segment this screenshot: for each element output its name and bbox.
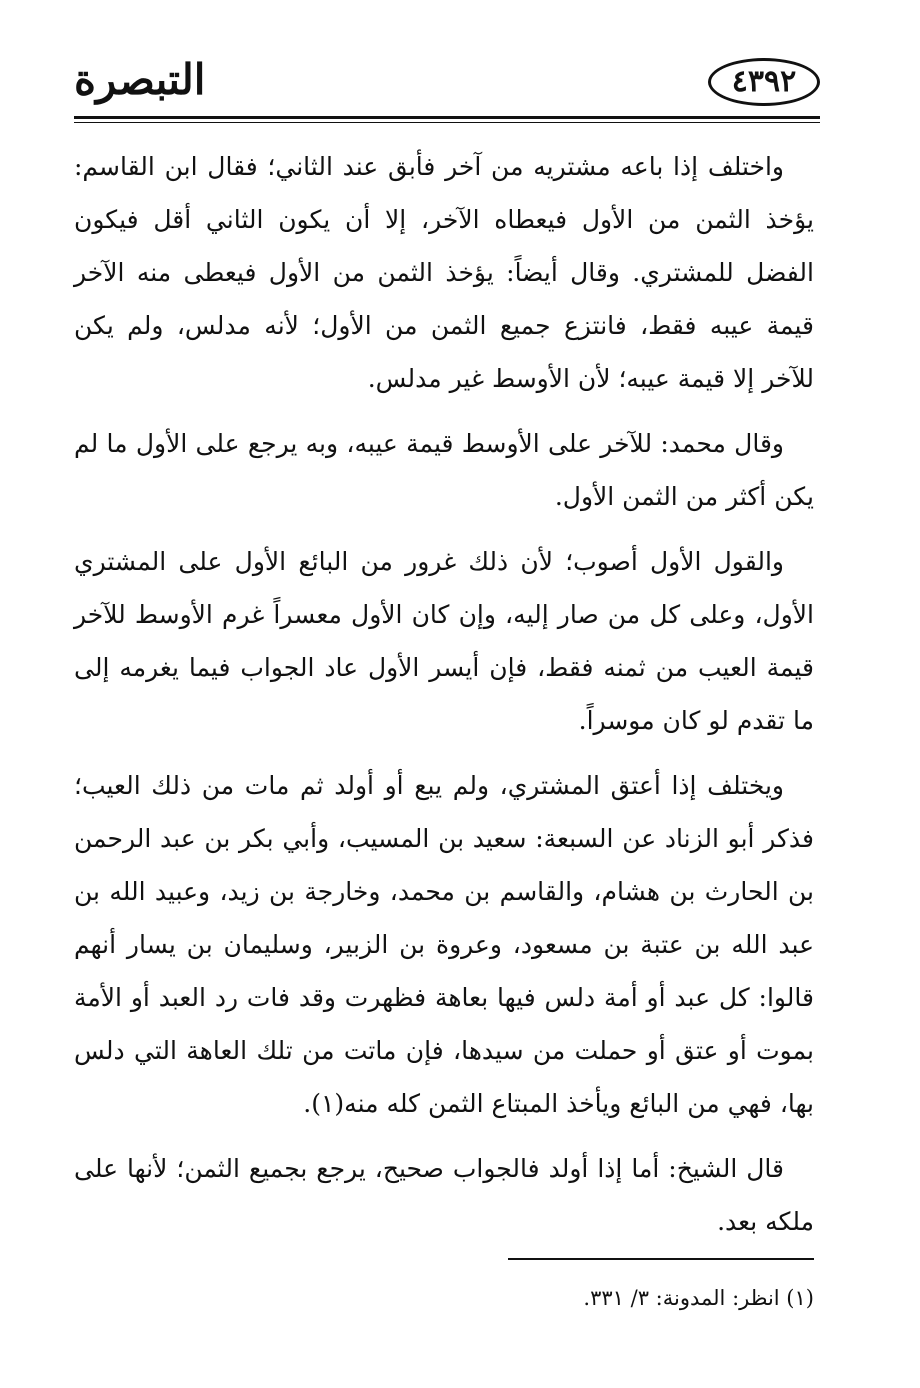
paragraph: وقال محمد: للآخر على الأوسط قيمة عيبه، وبه يرجع على الأول ما لم يكن أكثر من الثمن الأول. — [74, 429, 814, 511]
header-rule — [74, 116, 820, 119]
paragraph: واختلف إذا باعه مشتريه من آخر فأبق عند الثاني؛ فقال ابن القاسم: يؤخذ الثمن من الأول فيعطاه الآخر، إلا أن يكون الثاني أقل فيكون الفضل للمشتري. وقال أيضاً: يؤخذ الثمن من الأول فيعطى منه الآخر قيمة عيبه فقط، فانتزع جميع الثمن من الأول؛ لأنه مدلس، ولم يكن للآخر إلا قيمة عيبه؛ لأن الأوسط غير مدلس. — [74, 152, 814, 393]
page-number-frame — [708, 58, 820, 106]
paragraph: ويختلف إذا أعتق المشتري، ولم يبع أو أولد ثم مات من ذلك العيب؛ فذكر أبو الزناد عن السبعة: سعيد بن المسيب، وأبي بكر بن عبد الرحمن بن الحارث بن هشام، والقاسم بن محمد، وخارجة بن زيد، وعبيد الله بن عبد الله بن عتبة بن مسعود، وعروة بن الزبير، وسليمان بن يسار أنهم قالوا: كل عبد أو أمة دلس فيها بعاهة فظهرت وقد فات رد العبد أو الأمة بموت أو عتق أو حملت من سيدها، فإن ماتت من تلك العاهة التي دلس بها، فهي من البائع ويأخذ المبتاع الثمن كله منه(١). — [74, 771, 814, 1118]
book-title: التبصرة — [74, 55, 206, 104]
body-text — [74, 140, 814, 1260]
footnote-separator — [508, 1258, 814, 1260]
paragraph: قال الشيخ: أما إذا أولد فالجواب صحيح، يرجع بجميع الثمن؛ لأنها على ملكه بعد. — [74, 1154, 814, 1236]
page-number: ٤٣٩٢ — [731, 64, 797, 99]
paragraph: والقول الأول أصوب؛ لأن ذلك غرور من البائع الأول على المشتري الأول، وعلى كل من صار إليه، وإن كان الأول معسراً غرم الأوسط للآخر قيمة العيب من ثمنه فقط، فإن أيسر الأول عاد الجواب فيما يغرمه إلى ما تقدم لو كان موسراً. — [74, 547, 814, 735]
header-rule-thin — [74, 122, 820, 123]
footnote: (١) انظر: المدونة: ٣/ ٣٣١. — [583, 1286, 814, 1310]
page-header — [74, 48, 820, 112]
